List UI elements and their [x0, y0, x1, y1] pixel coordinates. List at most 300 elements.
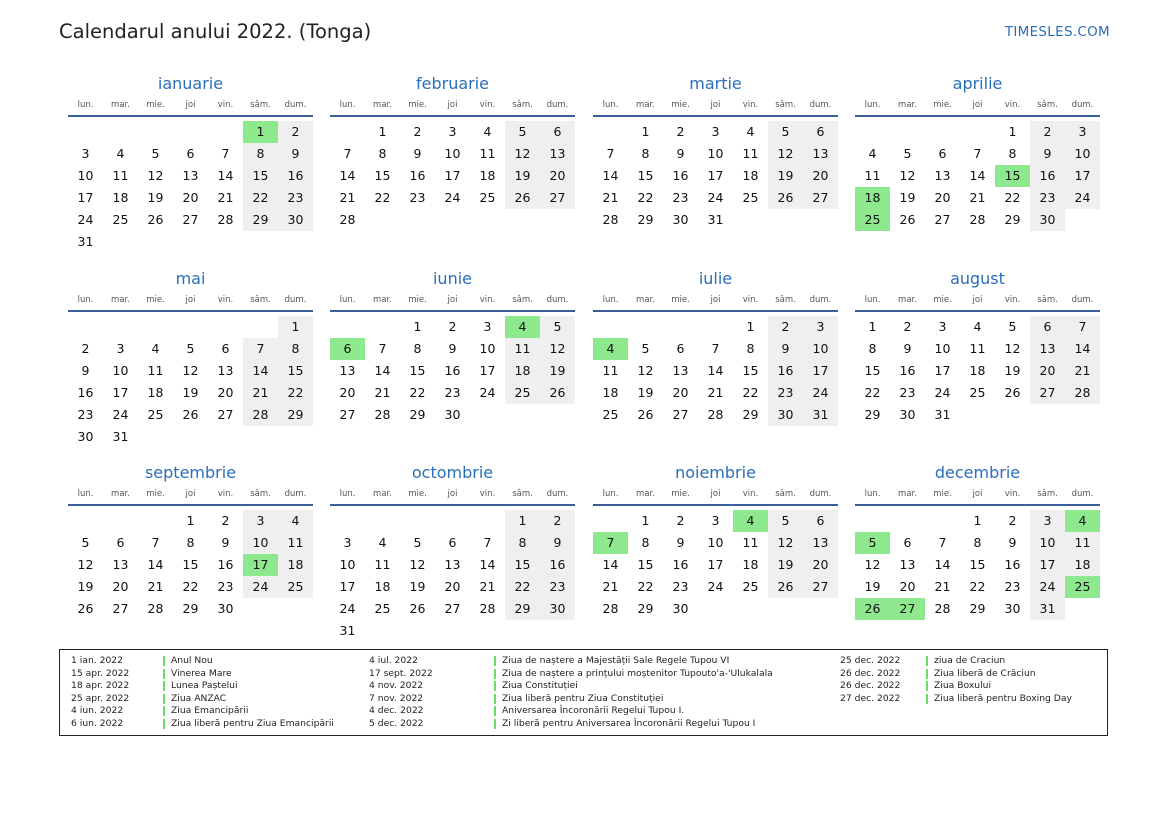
- day-cell: 5: [540, 316, 575, 338]
- day-cell: 17: [803, 360, 838, 382]
- day-cell: 15: [637, 168, 654, 183]
- weekday-label: dum.: [284, 295, 307, 305]
- day-cell: 27: [803, 187, 838, 209]
- day-cell: 8: [868, 341, 877, 356]
- holiday-day: 18: [855, 187, 890, 209]
- day-cell: 10: [803, 338, 838, 360]
- legend-item: [71, 693, 334, 706]
- day-cell: 28: [1065, 382, 1100, 404]
- day-grid: [855, 312, 1100, 444]
- holiday-name: Ziua ANZAC: [171, 692, 227, 704]
- weekday-label: mar.: [373, 295, 392, 305]
- day-cell: 25: [969, 385, 986, 400]
- day-cell: 5: [151, 146, 160, 161]
- day-cell: 11: [112, 168, 129, 183]
- day-cell: 18: [969, 363, 986, 378]
- day-cell: 29: [409, 407, 426, 422]
- month-name: aprilie: [952, 74, 1003, 93]
- day-cell: 7: [606, 146, 615, 161]
- weekday-label: mar.: [111, 489, 130, 499]
- holiday-name: Ziua liberă pentru Ziua Emancipării: [171, 717, 334, 729]
- holiday-name: Zi liberă pentru Aniversarea Încoronării Regelui Tupou I: [502, 717, 756, 729]
- weekday-header: [68, 486, 313, 502]
- weekday-label: joi: [710, 489, 721, 499]
- month-name: februarie: [415, 74, 490, 93]
- day-cell: 9: [1030, 143, 1065, 165]
- day-cell: 19: [505, 165, 540, 187]
- day-cell: 5: [413, 535, 422, 550]
- weekday-label: vin.: [217, 295, 234, 305]
- month-name: august: [950, 269, 1005, 288]
- weekday-label: dum.: [546, 489, 569, 499]
- day-cell: 19: [899, 190, 916, 205]
- holiday-date: 25 dec. 2022: [840, 655, 901, 666]
- day-cell: 24: [1030, 576, 1065, 598]
- day-cell: 29: [182, 601, 199, 616]
- weekday-label: sâm.: [1037, 295, 1058, 305]
- holiday-name: Ziua Constituției: [502, 680, 578, 691]
- day-cell: 12: [899, 168, 916, 183]
- day-cell: 3: [448, 124, 457, 139]
- day-cell: 27: [803, 576, 838, 598]
- month-ianuarie: [68, 73, 313, 249]
- month-name: mai: [175, 269, 206, 288]
- day-cell: 16: [409, 168, 426, 183]
- day-cell: 20: [444, 579, 461, 594]
- day-cell: 8: [746, 341, 755, 356]
- weekday-label: mie.: [408, 100, 427, 110]
- day-cell: 15: [409, 363, 426, 378]
- weekday-label: lun.: [602, 295, 619, 305]
- day-cell: 29: [1004, 212, 1021, 227]
- day-cell: 7: [151, 535, 160, 550]
- day-cell: 7: [711, 341, 720, 356]
- day-cell: 26: [1004, 385, 1021, 400]
- weekday-label: mar.: [373, 100, 392, 110]
- weekday-label: sâm.: [512, 295, 533, 305]
- weekday-label: dum.: [1071, 489, 1094, 499]
- day-cell: 23: [409, 190, 426, 205]
- day-cell: 22: [864, 385, 881, 400]
- weekday-label: vin.: [1004, 295, 1021, 305]
- holiday-date: 26 dec. 2022: [840, 680, 901, 691]
- weekday-label: dum.: [546, 295, 569, 305]
- day-cell: 2: [540, 510, 575, 532]
- day-cell: 12: [182, 363, 199, 378]
- day-cell: 30: [1004, 601, 1021, 616]
- day-cell: 8: [1008, 146, 1017, 161]
- day-cell: 26: [540, 382, 575, 404]
- day-cell: 3: [1030, 510, 1065, 532]
- day-cell: 19: [768, 165, 803, 187]
- day-cell: 6: [1030, 316, 1065, 338]
- day-cell: 24: [707, 579, 724, 594]
- weekday-label: sâm.: [512, 100, 533, 110]
- weekday-label: vin.: [742, 489, 759, 499]
- day-cell: 23: [217, 579, 234, 594]
- weekday-label: vin.: [1004, 489, 1021, 499]
- day-cell: 2: [448, 319, 457, 334]
- day-cell: 26: [147, 212, 164, 227]
- weekday-label: mie.: [671, 100, 690, 110]
- holiday-date: 18 apr. 2022: [71, 680, 130, 691]
- holiday-day: 7: [593, 532, 628, 554]
- day-cell: 6: [540, 121, 575, 143]
- weekday-label: vin.: [217, 489, 234, 499]
- day-cell: 7: [243, 338, 278, 360]
- day-cell: 24: [1065, 187, 1100, 209]
- day-cell: 5: [1008, 319, 1017, 334]
- day-cell: 11: [742, 146, 759, 161]
- holiday-day: 17: [243, 554, 278, 576]
- holiday-day: 15: [995, 165, 1030, 187]
- holiday-date: 4 iun. 2022: [71, 705, 124, 716]
- day-cell: 22: [1004, 190, 1021, 205]
- day-cell: 28: [602, 601, 619, 616]
- day-cell: 9: [413, 146, 422, 161]
- day-grid: [330, 312, 575, 444]
- legend-item: [71, 718, 334, 731]
- day-cell: 30: [672, 601, 689, 616]
- weekday-label: joi: [972, 295, 983, 305]
- day-cell: 14: [969, 168, 986, 183]
- holiday-date: 27 dec. 2022: [840, 692, 901, 704]
- weekday-label: mie.: [671, 489, 690, 499]
- day-cell: 5: [641, 341, 650, 356]
- day-cell: 20: [803, 554, 838, 576]
- day-cell: 22: [637, 579, 654, 594]
- day-cell: 1: [186, 513, 195, 528]
- day-cell: 15: [864, 363, 881, 378]
- legend-item: [369, 668, 773, 681]
- day-cell: 30: [899, 407, 916, 422]
- holiday-date: 1 ian. 2022: [71, 655, 123, 666]
- legend-item: [369, 718, 773, 731]
- day-cell: 3: [803, 316, 838, 338]
- day-cell: 15: [374, 168, 391, 183]
- month-august: [855, 268, 1100, 444]
- day-cell: 10: [112, 363, 129, 378]
- day-cell: 20: [112, 579, 129, 594]
- day-cell: 16: [540, 554, 575, 576]
- holiday-day: 6: [330, 338, 365, 360]
- holiday-date: 4 nov. 2022: [369, 680, 424, 691]
- day-cell: 2: [1008, 513, 1017, 528]
- day-cell: 6: [448, 535, 457, 550]
- day-cell: 2: [676, 124, 685, 139]
- weekday-header: [593, 97, 838, 113]
- month-septembrie: [68, 462, 313, 638]
- day-cell: 16: [217, 557, 234, 572]
- day-cell: 18: [278, 554, 313, 576]
- day-cell: 14: [147, 557, 164, 572]
- site-link[interactable]: TIMESLES.COM: [1004, 24, 1110, 40]
- day-cell: 19: [1004, 363, 1021, 378]
- day-cell: 26: [637, 407, 654, 422]
- holiday-date: 25 apr. 2022: [71, 692, 130, 704]
- day-cell: 9: [540, 532, 575, 554]
- day-cell: 28: [339, 212, 356, 227]
- day-cell: 15: [182, 557, 199, 572]
- day-cell: 27: [339, 407, 356, 422]
- day-cell: 20: [182, 190, 199, 205]
- day-cell: 3: [711, 124, 720, 139]
- day-cell: 4: [483, 124, 492, 139]
- day-cell: 23: [77, 407, 94, 422]
- weekday-label: lun.: [864, 100, 881, 110]
- day-cell: 23: [540, 576, 575, 598]
- weekday-label: lun.: [339, 100, 356, 110]
- day-cell: 1: [641, 124, 650, 139]
- legend-item: [369, 693, 773, 706]
- month-name: iunie: [432, 269, 472, 288]
- day-cell: 6: [221, 341, 230, 356]
- day-cell: 8: [378, 146, 387, 161]
- day-cell: 10: [707, 535, 724, 550]
- day-cell: 21: [602, 579, 619, 594]
- weekday-label: joi: [447, 100, 458, 110]
- day-cell: 9: [676, 535, 685, 550]
- legend-item: [369, 705, 773, 718]
- legend-item: [369, 655, 773, 668]
- month-name: martie: [689, 74, 742, 93]
- weekday-label: dum.: [1071, 295, 1094, 305]
- day-cell: 5: [768, 510, 803, 532]
- holiday-day: 25: [855, 209, 890, 231]
- day-cell: 4: [378, 535, 387, 550]
- day-cell: 17: [112, 385, 129, 400]
- weekday-label: mar.: [636, 295, 655, 305]
- day-cell: 26: [768, 576, 803, 598]
- day-cell: 1: [868, 319, 877, 334]
- day-cell: 13: [540, 143, 575, 165]
- day-cell: 10: [934, 341, 951, 356]
- day-cell: 12: [77, 557, 94, 572]
- day-cell: 25: [112, 212, 129, 227]
- holiday-marker: [926, 656, 928, 666]
- weekday-label: vin.: [479, 295, 496, 305]
- day-cell: 14: [602, 557, 619, 572]
- day-cell: 1: [973, 513, 982, 528]
- holiday-marker: [163, 694, 165, 704]
- day-cell: 31: [707, 212, 724, 227]
- day-cell: 24: [243, 576, 278, 598]
- holiday-name: Ziua de naștere a Majestății Sale Regele Tupou VI: [502, 655, 730, 666]
- holiday-name: ziua de Craciun: [934, 655, 1006, 666]
- day-cell: 16: [77, 385, 94, 400]
- weekday-label: mie.: [146, 295, 165, 305]
- weekday-header: [330, 486, 575, 502]
- day-cell: 13: [1030, 338, 1065, 360]
- day-cell: 23: [672, 190, 689, 205]
- day-cell: 24: [803, 382, 838, 404]
- day-grid: [330, 506, 575, 638]
- month-iunie: [330, 268, 575, 444]
- day-cell: 16: [278, 165, 313, 187]
- legend-item: [71, 680, 334, 693]
- holiday-marker: [163, 669, 165, 679]
- holiday-name: Vinerea Mare: [171, 667, 232, 679]
- day-cell: 12: [505, 143, 540, 165]
- weekday-label: joi: [185, 489, 196, 499]
- day-cell: 27: [182, 212, 199, 227]
- day-cell: 19: [182, 385, 199, 400]
- day-cell: 8: [505, 532, 540, 554]
- day-cell: 1: [1008, 124, 1017, 139]
- weekday-label: dum.: [809, 489, 832, 499]
- weekday-label: lun.: [602, 489, 619, 499]
- day-cell: 3: [343, 535, 352, 550]
- month-februarie: [330, 73, 575, 249]
- day-cell: 9: [676, 146, 685, 161]
- day-cell: 28: [243, 404, 278, 426]
- holiday-marker: [494, 719, 496, 729]
- day-cell: 6: [803, 121, 838, 143]
- day-cell: 30: [278, 209, 313, 231]
- day-cell: 10: [339, 557, 356, 572]
- day-cell: 11: [969, 341, 986, 356]
- month-name: noiembrie: [675, 463, 756, 482]
- day-cell: 28: [374, 407, 391, 422]
- day-cell: 29: [742, 407, 759, 422]
- weekday-label: lun.: [864, 489, 881, 499]
- day-cell: 14: [243, 360, 278, 382]
- holiday-date: 4 dec. 2022: [369, 705, 424, 716]
- day-cell: 25: [374, 601, 391, 616]
- month-noiembrie: [593, 462, 838, 638]
- day-cell: 13: [672, 363, 689, 378]
- day-cell: 2: [81, 341, 90, 356]
- day-grid: [68, 312, 313, 444]
- day-cell: 17: [479, 363, 496, 378]
- day-cell: 22: [243, 187, 278, 209]
- day-cell: 9: [448, 341, 457, 356]
- day-cell: 11: [505, 338, 540, 360]
- day-cell: 15: [742, 363, 759, 378]
- day-cell: 8: [278, 338, 313, 360]
- day-cell: 26: [505, 187, 540, 209]
- day-cell: 18: [505, 360, 540, 382]
- day-cell: 7: [378, 341, 387, 356]
- weekday-label: dum.: [1071, 100, 1094, 110]
- day-cell: 26: [77, 601, 94, 616]
- weekday-header: [593, 486, 838, 502]
- day-cell: 18: [112, 190, 129, 205]
- day-cell: 1: [746, 319, 755, 334]
- month-name: septembrie: [144, 463, 237, 482]
- holiday-date: 17 sept. 2022: [369, 667, 433, 679]
- day-cell: 28: [707, 407, 724, 422]
- holiday-date: 6 iun. 2022: [71, 717, 124, 729]
- day-cell: 30: [77, 429, 94, 444]
- legend-item: [71, 668, 334, 681]
- day-grid: [855, 506, 1100, 638]
- weekday-label: mar.: [111, 295, 130, 305]
- weekday-label: mie.: [933, 295, 952, 305]
- day-cell: 12: [540, 338, 575, 360]
- day-cell: 18: [742, 557, 759, 572]
- day-cell: 22: [278, 382, 313, 404]
- day-cell: 21: [479, 579, 496, 594]
- holiday-name: Ziua liberă de Crăciun: [934, 667, 1036, 679]
- day-cell: 22: [374, 190, 391, 205]
- weekday-label: mar.: [111, 100, 130, 110]
- day-cell: 14: [602, 168, 619, 183]
- holiday-day: 27: [890, 598, 925, 620]
- day-cell: 2: [221, 513, 230, 528]
- day-cell: 20: [899, 579, 916, 594]
- day-cell: 11: [278, 532, 313, 554]
- day-cell: 22: [505, 576, 540, 598]
- day-cell: 13: [803, 143, 838, 165]
- day-cell: 6: [938, 146, 947, 161]
- holiday-marker: [163, 706, 165, 716]
- day-cell: 21: [374, 385, 391, 400]
- day-cell: 26: [182, 407, 199, 422]
- day-cell: 7: [1065, 316, 1100, 338]
- day-cell: 7: [938, 535, 947, 550]
- page-title: Calendarul anului 2022. (Tonga): [59, 20, 372, 43]
- month-name: decembrie: [934, 463, 1021, 482]
- day-cell: 27: [540, 187, 575, 209]
- month-name: octombrie: [411, 463, 494, 482]
- day-cell: 15: [243, 165, 278, 187]
- day-cell: 7: [343, 146, 352, 161]
- day-cell: 11: [864, 168, 881, 183]
- holiday-marker: [926, 694, 928, 704]
- day-cell: 29: [243, 209, 278, 231]
- day-cell: 14: [217, 168, 234, 183]
- weekday-label: vin.: [217, 100, 234, 110]
- day-cell: 21: [1065, 360, 1100, 382]
- holiday-marker: [494, 706, 496, 716]
- day-cell: 14: [479, 557, 496, 572]
- holiday-marker: [494, 669, 496, 679]
- holiday-marker: [494, 656, 496, 666]
- day-grid: [330, 117, 575, 249]
- holiday-marker: [163, 656, 165, 666]
- day-cell: 27: [444, 601, 461, 616]
- holiday-date: 4 iul. 2022: [369, 655, 418, 666]
- day-cell: 9: [1008, 535, 1017, 550]
- day-cell: 21: [969, 190, 986, 205]
- holiday-name: Ziua liberă pentru Boxing Day: [934, 692, 1072, 704]
- weekday-label: mie.: [933, 100, 952, 110]
- day-cell: 10: [479, 341, 496, 356]
- legend-item: [840, 655, 1072, 668]
- month-martie: [593, 73, 838, 249]
- day-cell: 20: [339, 385, 356, 400]
- weekday-label: mie.: [146, 489, 165, 499]
- legend-item: [71, 655, 334, 668]
- day-cell: 16: [672, 168, 689, 183]
- day-cell: 24: [444, 190, 461, 205]
- month-aprilie: [855, 73, 1100, 249]
- weekday-label: joi: [185, 100, 196, 110]
- day-cell: 31: [77, 234, 94, 249]
- holiday-day: 1: [243, 121, 278, 143]
- day-cell: 11: [479, 146, 496, 161]
- day-cell: 28: [934, 601, 951, 616]
- weekday-label: vin.: [742, 295, 759, 305]
- weekday-label: sâm.: [250, 489, 271, 499]
- legend-item: [71, 705, 334, 718]
- day-cell: 23: [672, 579, 689, 594]
- day-cell: 27: [112, 601, 129, 616]
- holiday-name: Ziua de naștere a prințului moștenitor Tupouto'a-'Ulukalala: [502, 667, 773, 679]
- day-cell: 20: [1030, 360, 1065, 382]
- weekday-label: lun.: [602, 100, 619, 110]
